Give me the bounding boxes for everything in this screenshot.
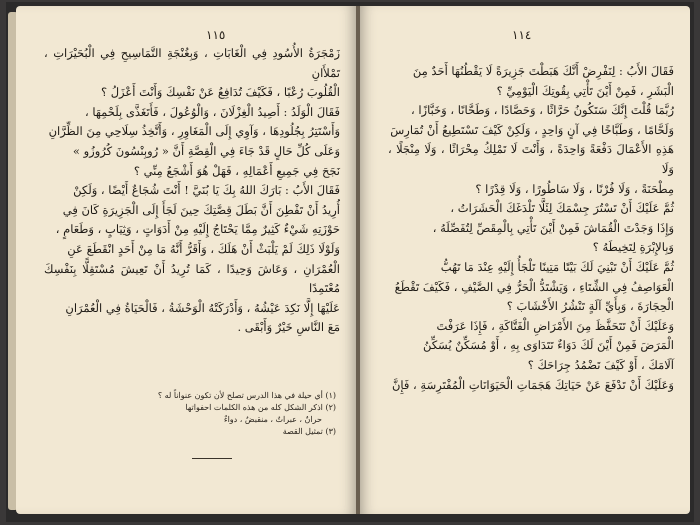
text-line: فَقَالَ الْوَلَدُ : أَصِيدُ الْغِزْلَانَ ، وَالْوُعُولَ ، فَأَتَغَذَّى بِلَحْمِهَا ، (84, 104, 340, 119)
text-line: وَلَوْلَا ذَلِكَ لَمْ يَلْبَثْ أَنْ هَلَكَ ، وَأَقَرُّ أَنَّهُ مَا مِنْ أَحَدٍ انْقَطَعَ عَنِ (67, 241, 340, 256)
text-line: وَأَسْتَتِرُ بِجُلُودِهَا ، وَآوِي إِلَى الْمَغَاوِرِ ، وَأَتَّخِذُ سِلَاحِي مِنَ الظِّرَّانِ (48, 124, 340, 139)
text-line: مَعَ النَّاسِ خَيْرٌ وَأَبْقَى . (237, 320, 340, 335)
text-line: الْمَرَضَ فَمِنْ أَيْنَ لَكَ دَوَاءٌ تَتَدَاوَى بِهِ ، أَوْ مُسَكِّنٌ يُسَكِّنُ (422, 338, 674, 353)
text-line: نَجَحَ فِي جَمِيعِ أَعْمَالِهِ ، فَهَلْ هُوَ أَشْجَعُ مِنِّي ؟ (133, 163, 340, 178)
text-line: الْحِجَارَةَ ، وَبِأَيِّ آلَةٍ تَنْشُرُ الأَخْشَابَ ؟ (506, 299, 674, 314)
text-line: أُرِيدُ أَنْ تَفْطِنَ أَنَّ بَطَلَ قِصَّتِكَ حِينَ لَجَأَ إِلَى الْجَزِيرَةِ كَانَ فِي (62, 202, 340, 217)
text-line: ثُمَّ عَلَيْكَ أَنْ تَبْنِيَ لَكَ بَيْتًا مَتِينًا تَلْجَأُ إِلَيْهِ عِنْدَ مَا تَهُبُّ (440, 259, 674, 274)
text-line: وَعَلَيْكَ أَنْ تَدْفَعَ عَنْ حَيَاتِكَ هَجَمَاتِ الْحَيَوَانَاتِ الْمُفْتَرِسَةِ ، فَإِنَّ (391, 377, 674, 392)
footnotes (96, 390, 336, 438)
right-page-number: ١١٤ (512, 28, 532, 42)
text-line: الْعُمْرَانِ ، وَعَاشَ وَحِيدًا ، كَمَا تُرِيدُ أَنْ تَعِيشَ مُسْتَقِلًّا بِنَفْسِكَ مُعْتَمِدًا (44, 261, 340, 296)
left-page-number: ١١٥ (206, 28, 226, 42)
text-line: هَذِهِ الأَعْمَالَ دَفْعَةً وَاحِدَةً ، وَأَنْتَ لَا تَمْلِكُ مِحْرَاثًا ، وَلَا مِنْجَلًا ، وَلَا (388, 142, 674, 176)
text-line: ثُمَّ عَلَيْكَ أَنْ تَسْتُرَ جِسْمَكَ لِئَلَّا تَلْدَغَكَ الْحَشَرَاتُ ، (450, 201, 674, 216)
text-line: زَمْجَرَةُ الأُسُودِ فِي الْغَابَاتِ ، وَبِغُنْجَةِ التَّمَاسِيحِ فِي الْبُحَيْرَاتِ ، تَمْلأَانِ (44, 46, 340, 80)
text-line: عَلَيْهَا إِلَّا نَكِدَ عَيْشُهُ ، وَأَدْرَكَتْهُ الْوَحْشَةُ ، فَالْحَيَاةُ فِي الْعُمْرَانِ (65, 300, 340, 315)
text-line: فَقَالَ الأَبُ : لِنَفْرِضْ أَنَّكَ هَبَطْتَ جَزِيرَةً لَا يَقْطُنُهَا أَحَدٌ مِنَ (412, 64, 674, 78)
text-line: رُبَّمَا قُلْتَ إِنَّكَ سَتَكُونُ حَرَّاثًا ، وَحَصَّادًا ، وَطَحَّانًا ، وَخَبَّازًا ، (410, 103, 674, 118)
left-page (16, 6, 356, 514)
open-book (6, 2, 694, 522)
footnote-divider (192, 458, 232, 459)
text-line: فَقَالَ الأَبُ : بَارَكَ اللهُ بِكَ يَا بُنَيَّ ! أَنْتَ شُجَاعٌ أَيْضًا ، وَلَكِنْ (73, 183, 340, 198)
left-page-body (44, 44, 340, 338)
text-line: الْقُلُوبَ رُعْبًا ، فَكَيْفَ تُدَافِعُ عَنْ نَفْسِكَ وَأَنْتَ أَعْزَلُ ؟ (100, 85, 340, 100)
text-line: وَعَلَيْكَ أَنْ تَتَحَفَّظَ مِنَ الأَمْرَاضِ الْفَتَّاكَةِ ، فَإِذَا عَرَفْتَ (436, 318, 674, 333)
footnote: (١) أي حيلة في هذا الدرس تصلح لأن تكون عنواناً له ؟ (157, 391, 336, 400)
text-line: الْبَشَرِ ، فَمِنْ أَيْنَ تَأْتِي بِقُوتِكَ الْيَوْمِيِّ ؟ (496, 83, 674, 98)
text-line: وَإِذَا وَجَدْتَ الْقُمَاشَ فَمِنْ أَيْنَ تَأْتِي بِالْمِقَصِّ لِتُفَصِّلَهُ ، (432, 220, 674, 235)
text-line: وَبِالإِبْرَةِ لِتَخِيطَهُ ؟ (592, 240, 674, 255)
footnote: (٣) تمثيل القصة (282, 427, 336, 436)
text-line: الْعَوَاصِفُ فِي الشِّتَاءِ ، وَيَشْتَدُّ الْحَرُّ فِي الصَّيْفِ ، فَكَيْفَ تَقْطَعُ (394, 279, 674, 294)
right-page (360, 6, 690, 514)
text-line: مِطْحَنَةً ، وَلَا فُرْنًا ، وَلَا سَاطُورًا ، وَلَا قِدْرًا ؟ (475, 181, 674, 196)
right-page-body (388, 62, 674, 395)
text-line: وَعَلَى كُلِّ حَالٍ قَدْ جَاءَ فِي الْقِصَّةِ أَنَّ « رُوبِنْسُونَ كُرُوزُو » (72, 143, 340, 158)
footnote: حرانٌ ، عبراتٌ ، منقبضٌ ، دواءٌ (223, 415, 322, 424)
footnote: (٢) اذكر الشكل كله من هذه الكلمات احفواتها (185, 403, 336, 412)
text-line: آلَامَكَ ، أَوْ كَيْفَ تَضْمُدُ جِرَاحَكَ ؟ (527, 357, 674, 372)
text-line: حَوْزَتِهِ شَيْءٌ كَثِيرٌ مِمَّا يَحْتَاجُ إِلَيْهِ مِنْ أَدَوَاتٍ ، وَثِيَابٍ ، وَطَعَامٍ ، (55, 222, 340, 237)
text-line: وَلَحَّامًا ، وَطَبَّاخًا فِي آنٍ وَاحِدٍ ، وَلَكِنْ كَيْفَ تَسْتَطِيعُ أَنْ تُمَارِسَ (390, 122, 674, 137)
